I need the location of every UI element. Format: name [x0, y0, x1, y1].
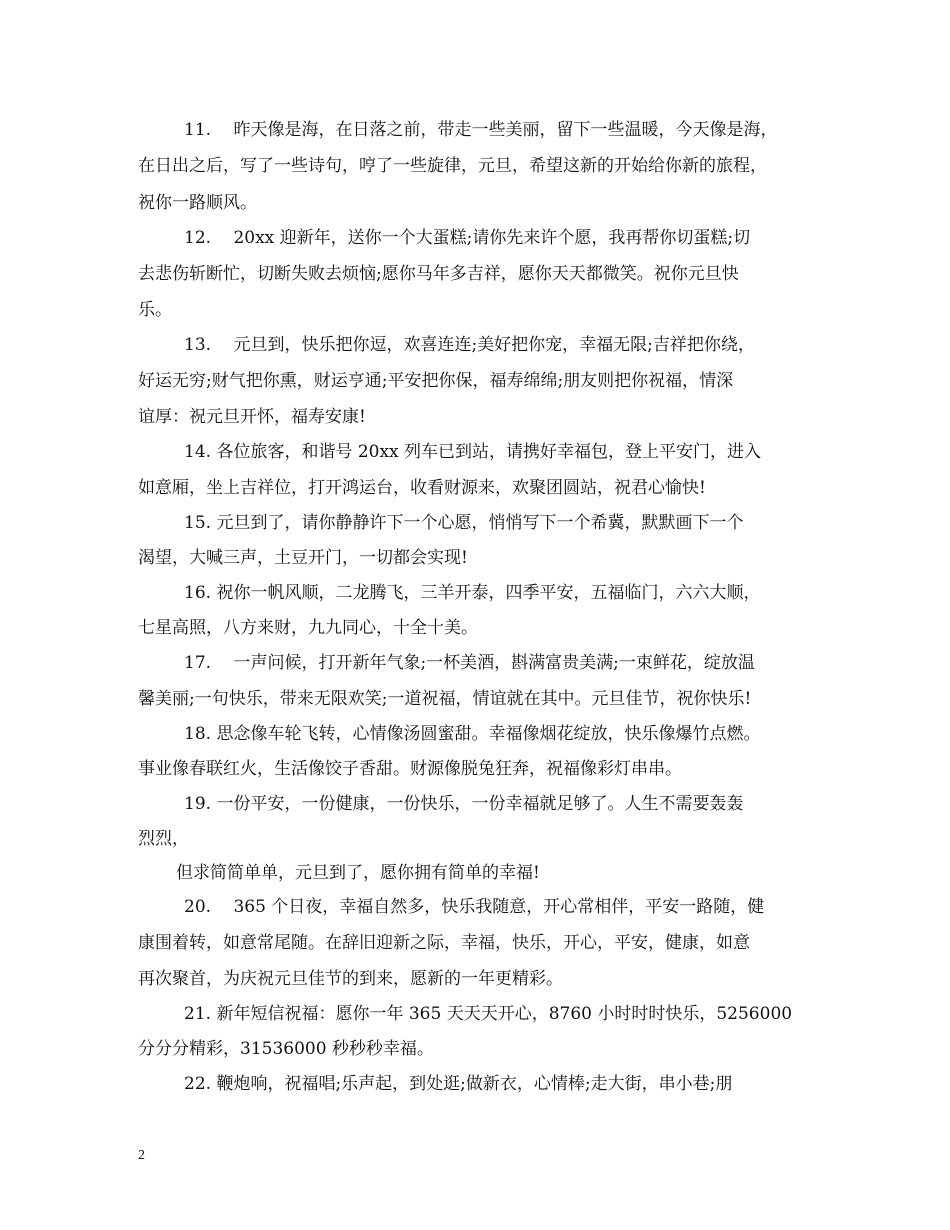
- text-line: 19. 一份平安，一份健康，一份快乐，一份幸福就足够了。人生不需要轰轰: [184, 794, 744, 814]
- text-line: 18. 思念像车轮飞转，心情像汤圆蜜甜。幸福像烟花绽放，快乐像爆竹点燃。: [184, 724, 761, 744]
- text-line: 去悲伤斩断忙，切断失败去烦恼;愿你马年多吉祥，愿你天天都微笑。祝你元旦快: [138, 264, 739, 284]
- text-line: 22. 鞭炮响，祝福唱;乐声起，到处逛;做新衣，心情棒;走大街，串小巷;朋: [184, 1074, 733, 1094]
- text-line: 11. 昨天像是海，在日落之前，带走一些美丽，留下一些温暖，今天像是海，: [184, 120, 778, 140]
- text-line: 馨美丽;一句快乐，带来无限欢笑;一道祝福，情谊就在其中。元旦佳节，祝你快乐!: [138, 689, 752, 709]
- text-line: 但求简简单单，元旦到了，愿你拥有简单的幸福!: [176, 863, 540, 883]
- text-line: 13. 元旦到，快乐把你逗，欢喜连连;美好把你宠，幸福无限;吉祥把你绕，: [184, 335, 755, 355]
- text-line: 21. 新年短信祝福：愿你一年 365 天天天开心，8760 小时时时快乐，5256000: [184, 1004, 793, 1024]
- text-line: 20. 365 个日夜，幸福自然多，快乐我随意，开心常相伴，平安一路随，健: [184, 897, 765, 917]
- text-line: 再次聚首，为庆祝元旦佳节的到来，愿新的一年更精彩。: [138, 969, 563, 989]
- text-line: 15. 元旦到了，请你静静许下一个心愿，悄悄写下一个希冀，默默画下一个: [184, 513, 744, 533]
- text-line: 七星高照，八方来财，九九同心，十全十美。: [138, 618, 478, 638]
- text-line: 在日出之后，写了一些诗句，哼了一些旋律，元旦，希望这新的开始给你新的旅程，: [138, 156, 767, 176]
- text-line: 谊厚：祝元旦开怀，福寿安康!: [138, 407, 366, 427]
- text-line: 康围着转，如意常尾随。在辞旧迎新之际，幸福，快乐，开心，平安，健康，如意: [138, 933, 750, 953]
- text-line: 17. 一声问候，打开新年气象;一杯美酒，斟满富贵美满;一束鲜花，绽放温: [184, 653, 755, 673]
- text-line: 烈烈，: [138, 829, 189, 849]
- text-line: 事业像春联红火，生活像饺子香甜。财源像脱兔狂奔，祝福像彩灯串串。: [138, 759, 682, 779]
- text-line: 16. 祝你一帆风顺，二龙腾飞，三羊开泰，四季平安，五福临门，六六大顺，: [184, 583, 761, 603]
- text-line: 如意厢，坐上吉祥位，打开鸿运台，收看财源来，欢聚团圆站，祝君心愉快!: [138, 478, 706, 498]
- text-line: 乐。: [138, 300, 172, 320]
- text-line: 14. 各位旅客，和谐号 20xx 列车已到站，请携好幸福包，登上平安门，进入: [184, 442, 762, 462]
- text-line: 渴望，大喊三声，土豆开门，一切都会实现!: [138, 548, 468, 568]
- text-line: 好运无穷;财气把你熏，财运亨通;平安把你保，福寿绵绵;朋友则把你祝福，情深: [138, 371, 734, 391]
- page-number: 2: [138, 1148, 145, 1163]
- text-line: 祝你一路顺风。: [138, 193, 257, 213]
- text-line: 12. 20xx 迎新年，送你一个大蛋糕;请你先来许个愿，我再帮你切蛋糕;切: [184, 228, 751, 248]
- text-line: 分分分精彩，31536000 秒秒秒幸福。: [138, 1039, 434, 1059]
